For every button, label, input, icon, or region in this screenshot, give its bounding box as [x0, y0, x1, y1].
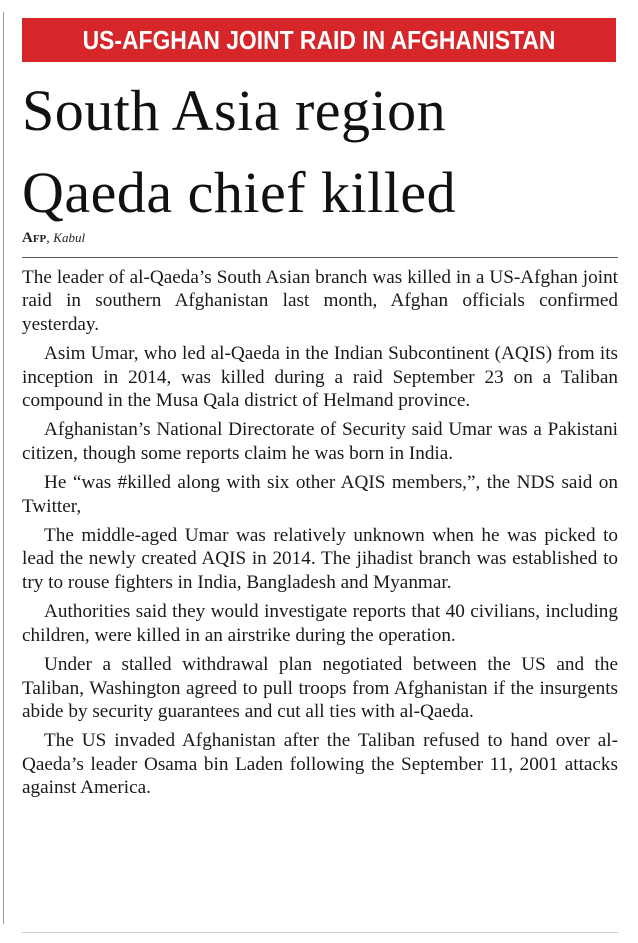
paragraph: Asim Umar, who led al-Qaeda in the Indian Subcontinent (AQIS) from its inception in 2014, was killed during a raid September 23 on a Taliban compound in the Musa Qala district of Helmand province.	[22, 343, 618, 412]
paragraph: Authorities said they would investigate reports that 40 civilians, including children, were killed in an airstrike during the operation.	[22, 601, 618, 646]
paragraph: The middle-aged Umar was relatively unknown when he was picked to lead the newly created AQIS in 2014. The jihadist branch was established to try to rouse fighters in India, Bangladesh and Myanmar.	[22, 525, 618, 593]
bottom-rule	[22, 932, 618, 933]
byline	[22, 230, 85, 247]
paragraph: Afghanistan’s National Directorate of Security said Umar was a Pakistani citizen, though some reports claim he was born in India.	[22, 419, 618, 464]
headline-line-2: Qaeda chief killed	[22, 160, 457, 225]
paragraph: Under a stalled withdrawal plan negotiated between the US and the Taliban, Washington agreed to pull troops from Afghanistan if the insurgents abide by security guarantees and cut all ties with al-Qaeda.	[22, 654, 618, 722]
kicker-banner	[22, 18, 616, 62]
article-body	[22, 266, 618, 806]
paragraph: The leader of al-Qaeda’s South Asian branch was killed in a US-Afghan joint raid in southern Afghanistan last month, Afghan officials confirmed yesterday.	[22, 267, 618, 335]
byline-agency: Afp	[22, 230, 47, 246]
column-rule	[3, 12, 4, 924]
byline-separator: ,	[46, 231, 50, 246]
paragraph: The US invaded Afghanistan after the Taliban refused to hand over al-Qaeda’s leader Osama bin Laden following the September 11, 2001 attacks against America.	[22, 730, 618, 799]
kicker-text: US-AFGHAN JOINT RAID IN AFGHANISTAN	[82, 25, 556, 55]
byline-place: Kabul	[53, 230, 86, 245]
paragraph: He “was #killed along with six other AQIS members,”, the NDS said on Twitter,	[22, 472, 618, 517]
headline-line-1: South Asia region	[22, 78, 447, 143]
byline-divider	[22, 257, 618, 258]
headline	[22, 70, 622, 234]
